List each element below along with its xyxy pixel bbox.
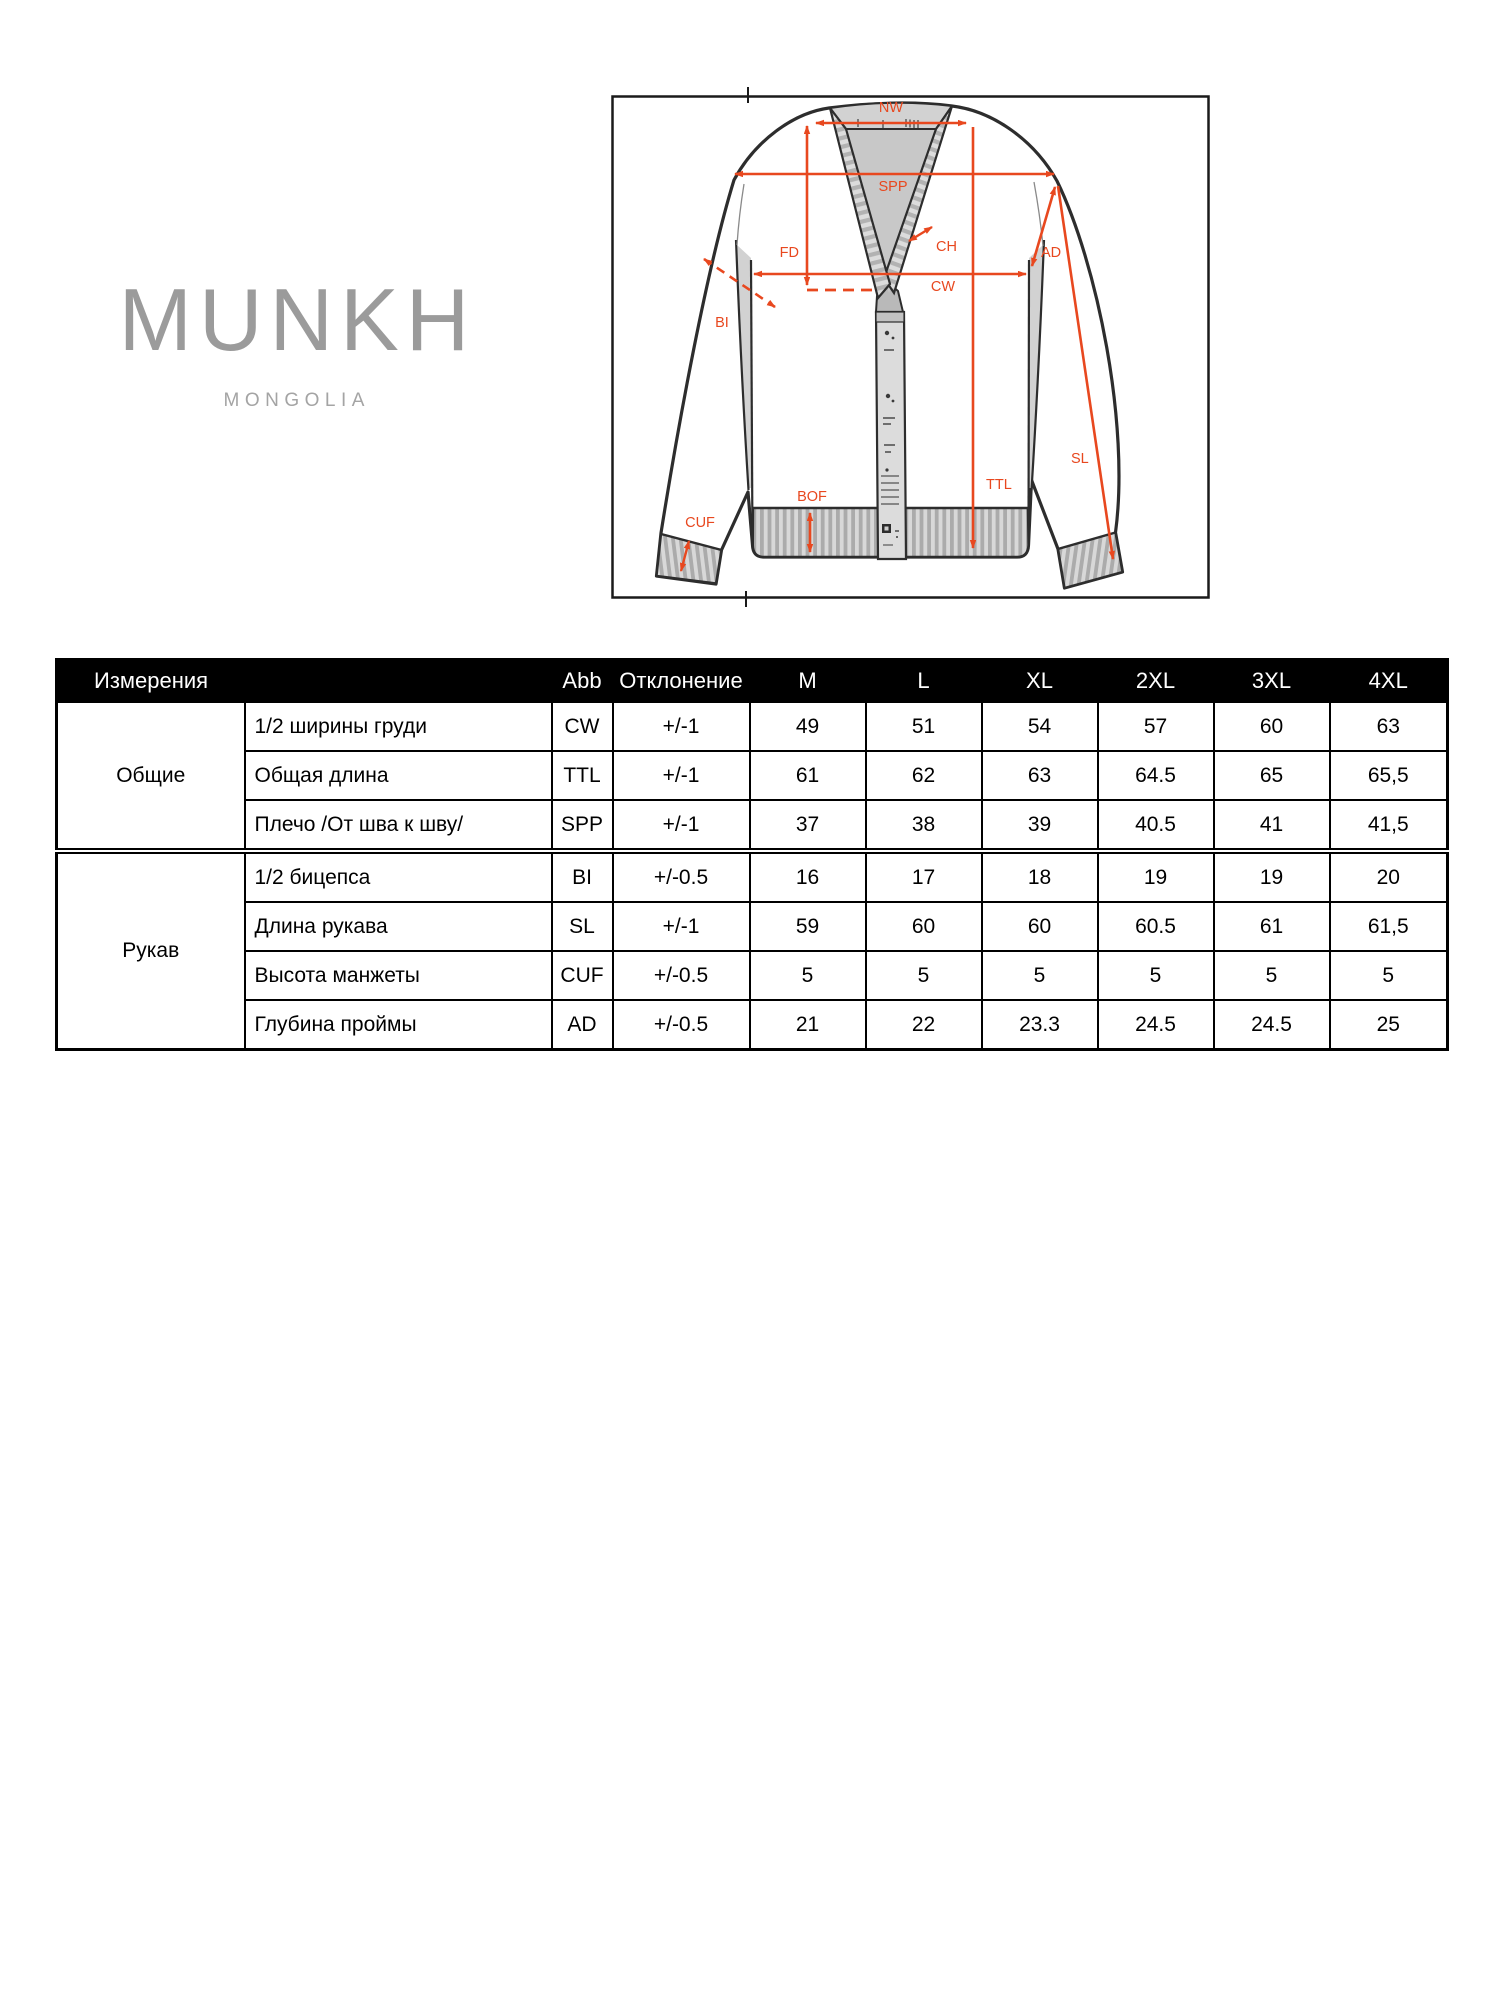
size-value-cell: 40.5 xyxy=(1098,800,1214,851)
brand-name: MUNKH xyxy=(118,270,477,369)
size-value-cell: 19 xyxy=(1098,851,1214,902)
size-value-cell: 18 xyxy=(982,851,1098,902)
size-value-cell: 51 xyxy=(866,702,982,751)
abb-cell: AD xyxy=(552,1000,613,1050)
size-value-cell: 62 xyxy=(866,751,982,800)
measurement-name-cell: 1/2 бицепса xyxy=(245,851,552,902)
size-value-cell: 21 xyxy=(750,1000,866,1050)
size-value-cell: 54 xyxy=(982,702,1098,751)
deviation-cell: +/-0.5 xyxy=(613,951,750,1000)
size-value-cell: 41,5 xyxy=(1330,800,1448,851)
size-value-cell: 41 xyxy=(1214,800,1330,851)
header-size-xl: XL xyxy=(982,660,1098,703)
size-value-cell: 61 xyxy=(750,751,866,800)
measurement-name-cell: Высота манжеты xyxy=(245,951,552,1000)
size-value-cell: 20 xyxy=(1330,851,1448,902)
abb-cell: BI xyxy=(552,851,613,902)
size-value-cell: 59 xyxy=(750,902,866,951)
label-cuf: CUF xyxy=(685,515,715,531)
size-value-cell: 61,5 xyxy=(1330,902,1448,951)
measurement-name-cell: 1/2 ширины груди xyxy=(245,702,552,751)
size-value-cell: 5 xyxy=(1098,951,1214,1000)
header-deviation: Отклонение xyxy=(613,660,750,703)
header-size-m: M xyxy=(750,660,866,703)
header-measurements: Измерения xyxy=(57,660,552,703)
table-header-row xyxy=(57,660,1448,703)
table-row xyxy=(57,702,1448,751)
size-value-cell: 57 xyxy=(1098,702,1214,751)
header-abb: Abb xyxy=(552,660,613,703)
measurement-name-cell: Длина рукава xyxy=(245,902,552,951)
header-size-l: L xyxy=(866,660,982,703)
measurement-name-cell: Плечо /От шва к шву/ xyxy=(245,800,552,851)
deviation-cell: +/-0.5 xyxy=(613,1000,750,1050)
size-value-cell: 63 xyxy=(1330,702,1448,751)
size-value-cell: 5 xyxy=(1214,951,1330,1000)
size-value-cell: 61 xyxy=(1214,902,1330,951)
deviation-cell: +/-1 xyxy=(613,702,750,751)
size-value-cell: 60 xyxy=(866,902,982,951)
button-placket xyxy=(876,282,906,559)
size-value-cell: 23.3 xyxy=(982,1000,1098,1050)
header-size-2xl: 2XL xyxy=(1098,660,1214,703)
size-value-cell: 5 xyxy=(750,951,866,1000)
header-size-3xl: 3XL xyxy=(1214,660,1330,703)
measurement-name-cell: Общая длина xyxy=(245,751,552,800)
size-value-cell: 22 xyxy=(866,1000,982,1050)
abb-cell: CUF xyxy=(552,951,613,1000)
abb-cell: CW xyxy=(552,702,613,751)
size-value-cell: 5 xyxy=(982,951,1098,1000)
label-bof: BOF xyxy=(797,489,827,505)
label-spp: SPP xyxy=(878,179,908,195)
brand-subtitle: MONGOLIA xyxy=(223,390,370,411)
label-bi: BI xyxy=(715,315,729,331)
table-row xyxy=(57,1000,1448,1050)
deviation-cell: +/-1 xyxy=(613,751,750,800)
group-cell-general: Общие xyxy=(57,702,245,851)
abb-cell: TTL xyxy=(552,751,613,800)
size-value-cell: 38 xyxy=(866,800,982,851)
table-row xyxy=(57,902,1448,951)
size-value-cell: 63 xyxy=(982,751,1098,800)
label-ttl: TTL xyxy=(986,477,1012,493)
size-value-cell: 60.5 xyxy=(1098,902,1214,951)
label-ad: AD xyxy=(1041,245,1062,261)
size-value-cell: 24.5 xyxy=(1214,1000,1330,1050)
size-value-cell: 64.5 xyxy=(1098,751,1214,800)
size-value-cell: 5 xyxy=(866,951,982,1000)
size-value-cell: 19 xyxy=(1214,851,1330,902)
size-value-cell: 49 xyxy=(750,702,866,751)
label-cw: CW xyxy=(930,279,956,295)
size-value-cell: 16 xyxy=(750,851,866,902)
table-row xyxy=(57,951,1448,1000)
size-value-cell: 60 xyxy=(982,902,1098,951)
deviation-cell: +/-1 xyxy=(613,902,750,951)
group-cell-sleeve: Рукав xyxy=(57,851,245,1050)
size-value-cell: 25 xyxy=(1330,1000,1448,1050)
table-row xyxy=(57,800,1448,851)
abb-cell: SL xyxy=(552,902,613,951)
label-fd: FD xyxy=(779,245,799,261)
deviation-cell: +/-0.5 xyxy=(613,851,750,902)
size-chart-table xyxy=(55,658,1449,1051)
size-value-cell: 60 xyxy=(1214,702,1330,751)
brand-logo xyxy=(104,270,484,412)
table-row xyxy=(57,751,1448,800)
measurement-name-cell: Глубина проймы xyxy=(245,1000,552,1050)
size-value-cell: 65 xyxy=(1214,751,1330,800)
label-nw: NW xyxy=(878,100,904,116)
abb-cell: SPP xyxy=(552,800,613,851)
table-row xyxy=(57,851,1448,902)
size-value-cell: 5 xyxy=(1330,951,1448,1000)
header-size-4xl: 4XL xyxy=(1330,660,1448,703)
label-ch: CH xyxy=(936,239,957,255)
label-sl: SL xyxy=(1071,451,1089,467)
size-value-cell: 24.5 xyxy=(1098,1000,1214,1050)
size-value-cell: 17 xyxy=(866,851,982,902)
size-value-cell: 37 xyxy=(750,800,866,851)
cardigan-technical-drawing xyxy=(605,85,1215,610)
size-value-cell: 39 xyxy=(982,800,1098,851)
size-value-cell: 65,5 xyxy=(1330,751,1448,800)
deviation-cell: +/-1 xyxy=(613,800,750,851)
